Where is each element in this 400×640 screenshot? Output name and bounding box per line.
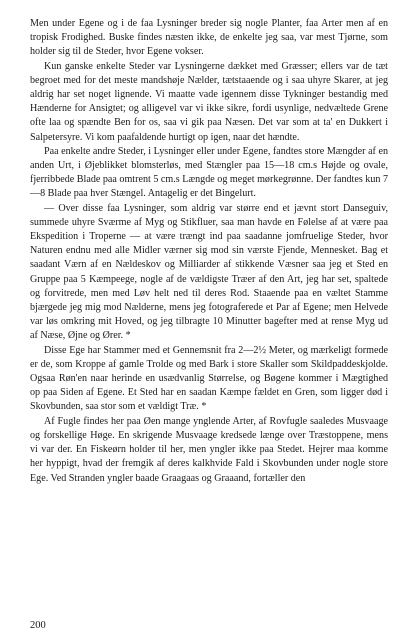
paragraph-6: Af Fugle findes her paa Øen mange ynglende Arter, af Rovfugle saaledes Musvaage og forskellige Høge. En skrigende Musvaage kredsede længe over Træstoppene, mens vi var der. En Fiskeørn holder til her, men yngler ikke paa Stedet. Hejrer maa komme her hyppigt, hvad der fremgik af deres kalkhvide Fald i Skovbunden under nogle store Ege. Ved Stranden yngler baade Graagaas og Graaand, fortæller den [30,415,388,484]
paragraph-2: Kun ganske enkelte Steder var Lysningerne dækket med Græsser; ellers var de tæt begroet med for det meste mandshøje Nælder, tætstaaende og i saa uhyre Skarer, at jeg aldrig har set noget lignende. Vi maatte vade igennem disse Tykninger bestandig med Hænderne for Ansigtet; og alligevel var vi ikke sikre, fordi usynlige, nedvæltede Grene ofte laa og spændte Ben for os, saa vi gik paa Næsen. Det var som at ta' en Dukkert i Salpetersyre. Vi kom paafaldende hurtigt op igen, naar det hændte. [30,60,388,143]
paragraph-5: Disse Ege har Stammer med et Gennemsnit fra 2—2½ Meter, og mærkeligt formede er de, som Kroppe af gamle Trolde og med Bark i store Skaller som Skildpaddeskjolde. Ogsaa Røn'en naar herinde en usædvanlig Størrelse, og Bøgene kommer i Mægtighed op paa Siden af Egene. Et Sted har en saadan Kæmpe fældet en Gren, som ligger død i Skovbunden, saa stor som et vældigt Træ. * [30,344,388,413]
paragraph-4: — Over disse faa Lysninger, som aldrig var større end et jævnt stort Danseguiv, summede uhyre Sværme af Myg og Stikfluer, saa man havde en Følelse af at være paa Ekspedition i Troperne — at være trængt ind paa saadanne jomfruelige Steder, hvor Naturen endnu med alle Midler værner sig mod sin værste Fjende, Mennesket. Bag et saadant Værn af en Nældeskov og Milliarder af stikkende Væsner saa jeg et Sted en Gruppe paa 5 Kæmpeege, nogle af de vældigste Træer af den Art, jeg har set, spaltede og forvitrede, men med Løv helt ned til deres Rod. Staaende paa en væltet Stamme bjærgede jeg mig mod Nælderne, mens jeg fotograferede et Par af Egene; men Helvede var løs omkring mit Hoved, og jeg tilbragte 10 Minutter bagefter med at rense Myg ud af Næse, Øjne og Ører. * [30,202,388,342]
paragraph-1: Men under Egene og i de faa Lysninger breder sig nogle Planter, faa Arter men af en tropisk Frodighed. Buske findes næsten ikke, de enkelte jeg saa, var mest Tjørne, som holder sig til de Steder, hvor Egene vokser. [30,18,388,58]
paragraph-3: Paa enkelte andre Steder, i Lysninger eller under Egene, fandtes store Mængder af en anden Urt, i Øjeblikket blomsterløs, med Stængler paa 15—18 cm.s Højde og ovale, fjerribbede Blade paa omtrent 5 cm.s Længde og meget mørkegrønne. Der fandtes kun 7—8 Blade paa hver Stængel. Antagelig er det Bingelurt. [30,145,388,200]
page-number: 200 [30,620,46,631]
